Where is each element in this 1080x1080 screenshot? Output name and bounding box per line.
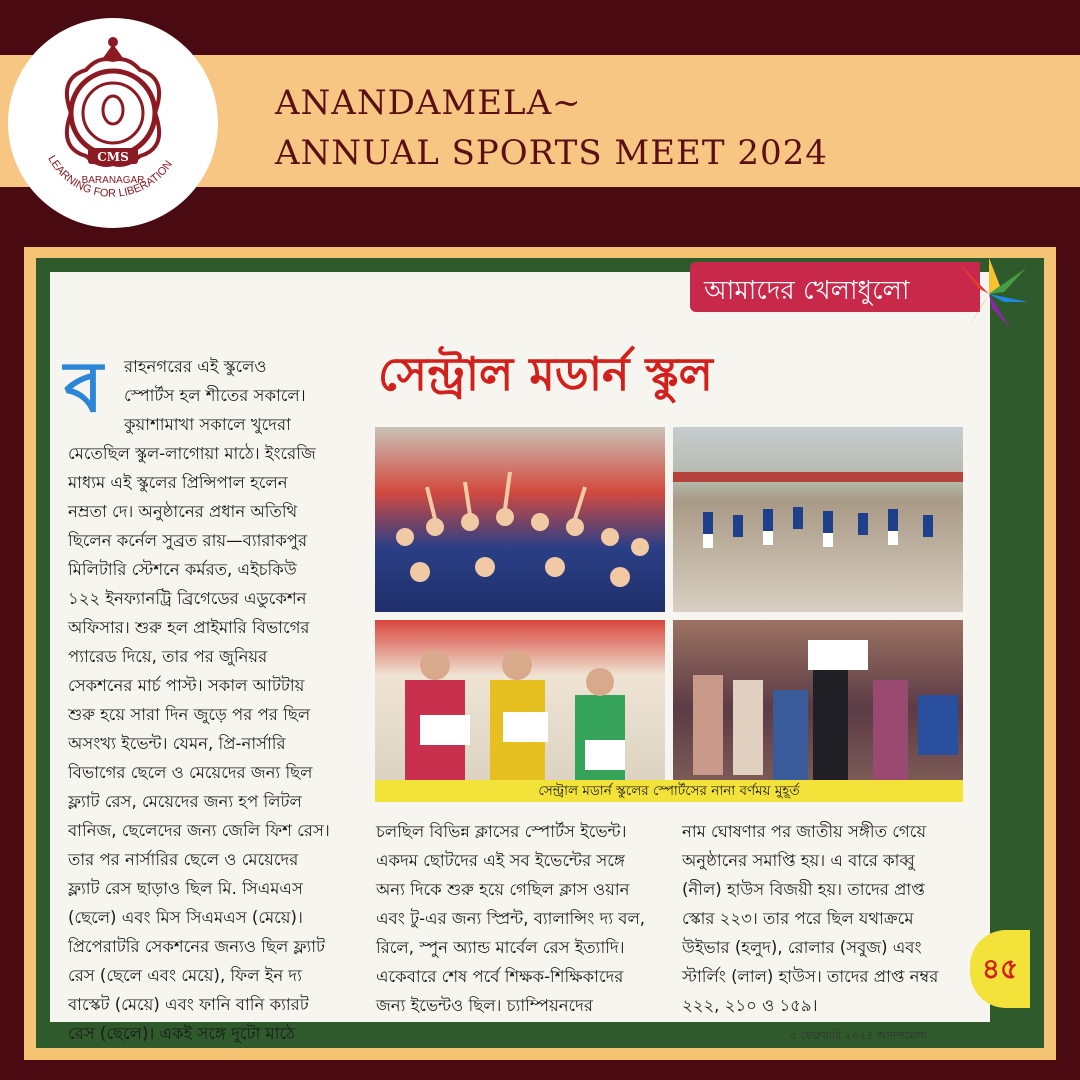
logo-place: BARANAGAR — [81, 175, 145, 186]
text-line: জন্য ইভেন্টও ছিল। চ্যাম্পিয়নদের — [376, 996, 593, 1015]
text-line: সেকশনের মার্চ পাস্ট। সকাল আটটায় — [68, 676, 305, 695]
text-line: স্টার্লিং (লাল) হাউস। তাদের প্রাপ্ত নম্বর — [682, 967, 939, 986]
publication-footer: ৫ ফেব্রুয়ারি ২০২৪ আনন্দমেলা — [790, 1029, 927, 1042]
text-line: অসংখ্য ইভেন্ট। যেমন, প্রি-নার্সারি — [68, 734, 286, 753]
article-column-1 — [68, 439, 358, 1048]
text-line: ফ্ল্যাট রেস, মেয়েদের জন্য হপ লিটল — [68, 792, 302, 811]
text-line: নাম ঘোষণার পর জাতীয় সঙ্গীত গেয়ে — [682, 822, 927, 841]
text-line: ফ্ল্যাট রেস ছাড়াও ছিল মি. সিএমএস — [68, 879, 303, 898]
text-line: এবং টু-এর জন্য স্প্রিন্ট, ব্যালান্সিং দ্য বল, — [376, 909, 646, 928]
text-line: (ছেলে) এবং মিস সিএমএস (মেয়ে)। — [68, 908, 303, 927]
text-line: ১২২ ইনফ্যানট্রি ব্রিগেডের এডুকেশন — [68, 589, 307, 608]
school-logo — [8, 18, 218, 228]
text-line: রেস (ছেলে এবং মেয়ে), ফিল ইন দ্য — [68, 966, 302, 985]
text-line: কুয়াশামাখা সকালে খুদেরা — [124, 415, 291, 434]
text-line: বাস্কেট (মেয়ে) এবং ফানি বানি ক্যারট — [68, 995, 309, 1014]
text-line: অন্য দিকে শুরু হয়ে গেছিল ক্লাস ওয়ান — [376, 880, 630, 899]
text-line: একেবারে শেষ পর্বে শিক্ষক-শিক্ষিকাদের — [376, 967, 624, 986]
text-line: ছিলেন কর্নেল সুব্রত রায়—ব্যারাকপুর — [68, 531, 308, 550]
text-line: (নীল) হাউস বিজয়ী হয়। তাদের প্রাপ্ত — [682, 880, 925, 899]
text-line: বানিজ, ছেলেদের জন্য জেলি ফিশ রেস। — [68, 821, 330, 840]
school-crest-icon — [8, 18, 218, 228]
article-headline: সেন্ট্রাল মডার্ন স্কুল — [378, 347, 713, 401]
text-line: রাহনগরের এই স্কুলেও — [124, 357, 267, 376]
article-column-2 — [376, 817, 662, 1020]
photo-ceremony-guests — [673, 620, 963, 780]
text-line: মাধ্যম এই স্কুলের প্রিন্সিপাল হলেন — [68, 473, 288, 492]
text-line: নম্রতা দে। অনুষ্ঠানের প্রধান অতিথি — [68, 502, 298, 521]
text-line: রিলে, স্পুন অ্যান্ড মার্বেল রেস ইত্যাদি। — [376, 938, 625, 957]
text-line: স্পোর্টস হল শীতের সকালে। — [124, 386, 306, 405]
page-number: ৪৫ — [970, 930, 1030, 1008]
drop-cap: ব — [64, 345, 103, 428]
text-line: বিভাগের ছেলে ও মেয়েদের জন্য ছিল — [68, 763, 313, 782]
text-line: মেতেছিল স্কুল-লাগোয়া মাঠে। ইংরেজি — [68, 444, 316, 463]
text-line: অফিসার। শুরু হল প্রাইমারি বিভাগের — [68, 618, 310, 637]
text-line: মিলিটারি স্টেশনে কর্মরত, এইচকিউ — [68, 560, 297, 579]
photo-drill-performance — [673, 427, 963, 612]
text-line: উইভার (হলুদ), রোলার (সবুজ) এবং — [682, 938, 922, 957]
text-line: একদম ছোটদের এই সব ইভেন্টের সঙ্গে — [376, 851, 625, 870]
title-line-2: ANNUAL SPORTS MEET 2024 — [275, 133, 828, 173]
text-line: শুরু হয়ে সারা দিন জুড়ে পর পর ছিল — [68, 705, 311, 724]
photo-students-cheering — [375, 427, 665, 612]
text-line: অনুষ্ঠানের সমাপ্তি হয়। এ বারে কাব্বু — [682, 851, 915, 870]
article-column-3 — [682, 817, 972, 1020]
logo-motto: LEARNING FOR LIBERATION — [45, 153, 175, 200]
text-line: স্কোর ২২৩। তার পরে ছিল যথাক্রমে — [682, 909, 914, 928]
color-star-icon — [948, 258, 1030, 330]
text-line: চলছিল বিভিন্ন ক্লাসের স্পোর্টস ইভেন্ট। — [376, 822, 627, 841]
article-column-1-top — [124, 352, 356, 439]
photo-prize-winners — [375, 620, 665, 780]
photo-caption: সেন্ট্রাল মডার্ন স্কুলের স্পোর্টসের নানা বর্ণময় মুহূর্ত — [375, 780, 963, 802]
title-line-1: ANANDAMELA~ — [275, 83, 582, 123]
page-title — [275, 78, 828, 178]
text-line: তার পর নার্সারির ছেলে ও মেয়েদের — [68, 850, 299, 869]
text-line: ২২২, ২১০ ও ১৫৯। — [682, 996, 818, 1015]
text-line: প্রিপেরাটরি সেকশনের জন্যও ছিল ফ্ল্যাট — [68, 937, 326, 956]
text-line: রেস (ছেলে)। একই সঙ্গে দুটো মাঠে — [68, 1024, 295, 1043]
logo-initials: CMS — [97, 150, 129, 164]
text-line: প্যারেড দিয়ে, তার পর জুনিয়র — [68, 647, 268, 666]
section-tag-label: আমাদের খেলাধুলো — [704, 276, 910, 306]
